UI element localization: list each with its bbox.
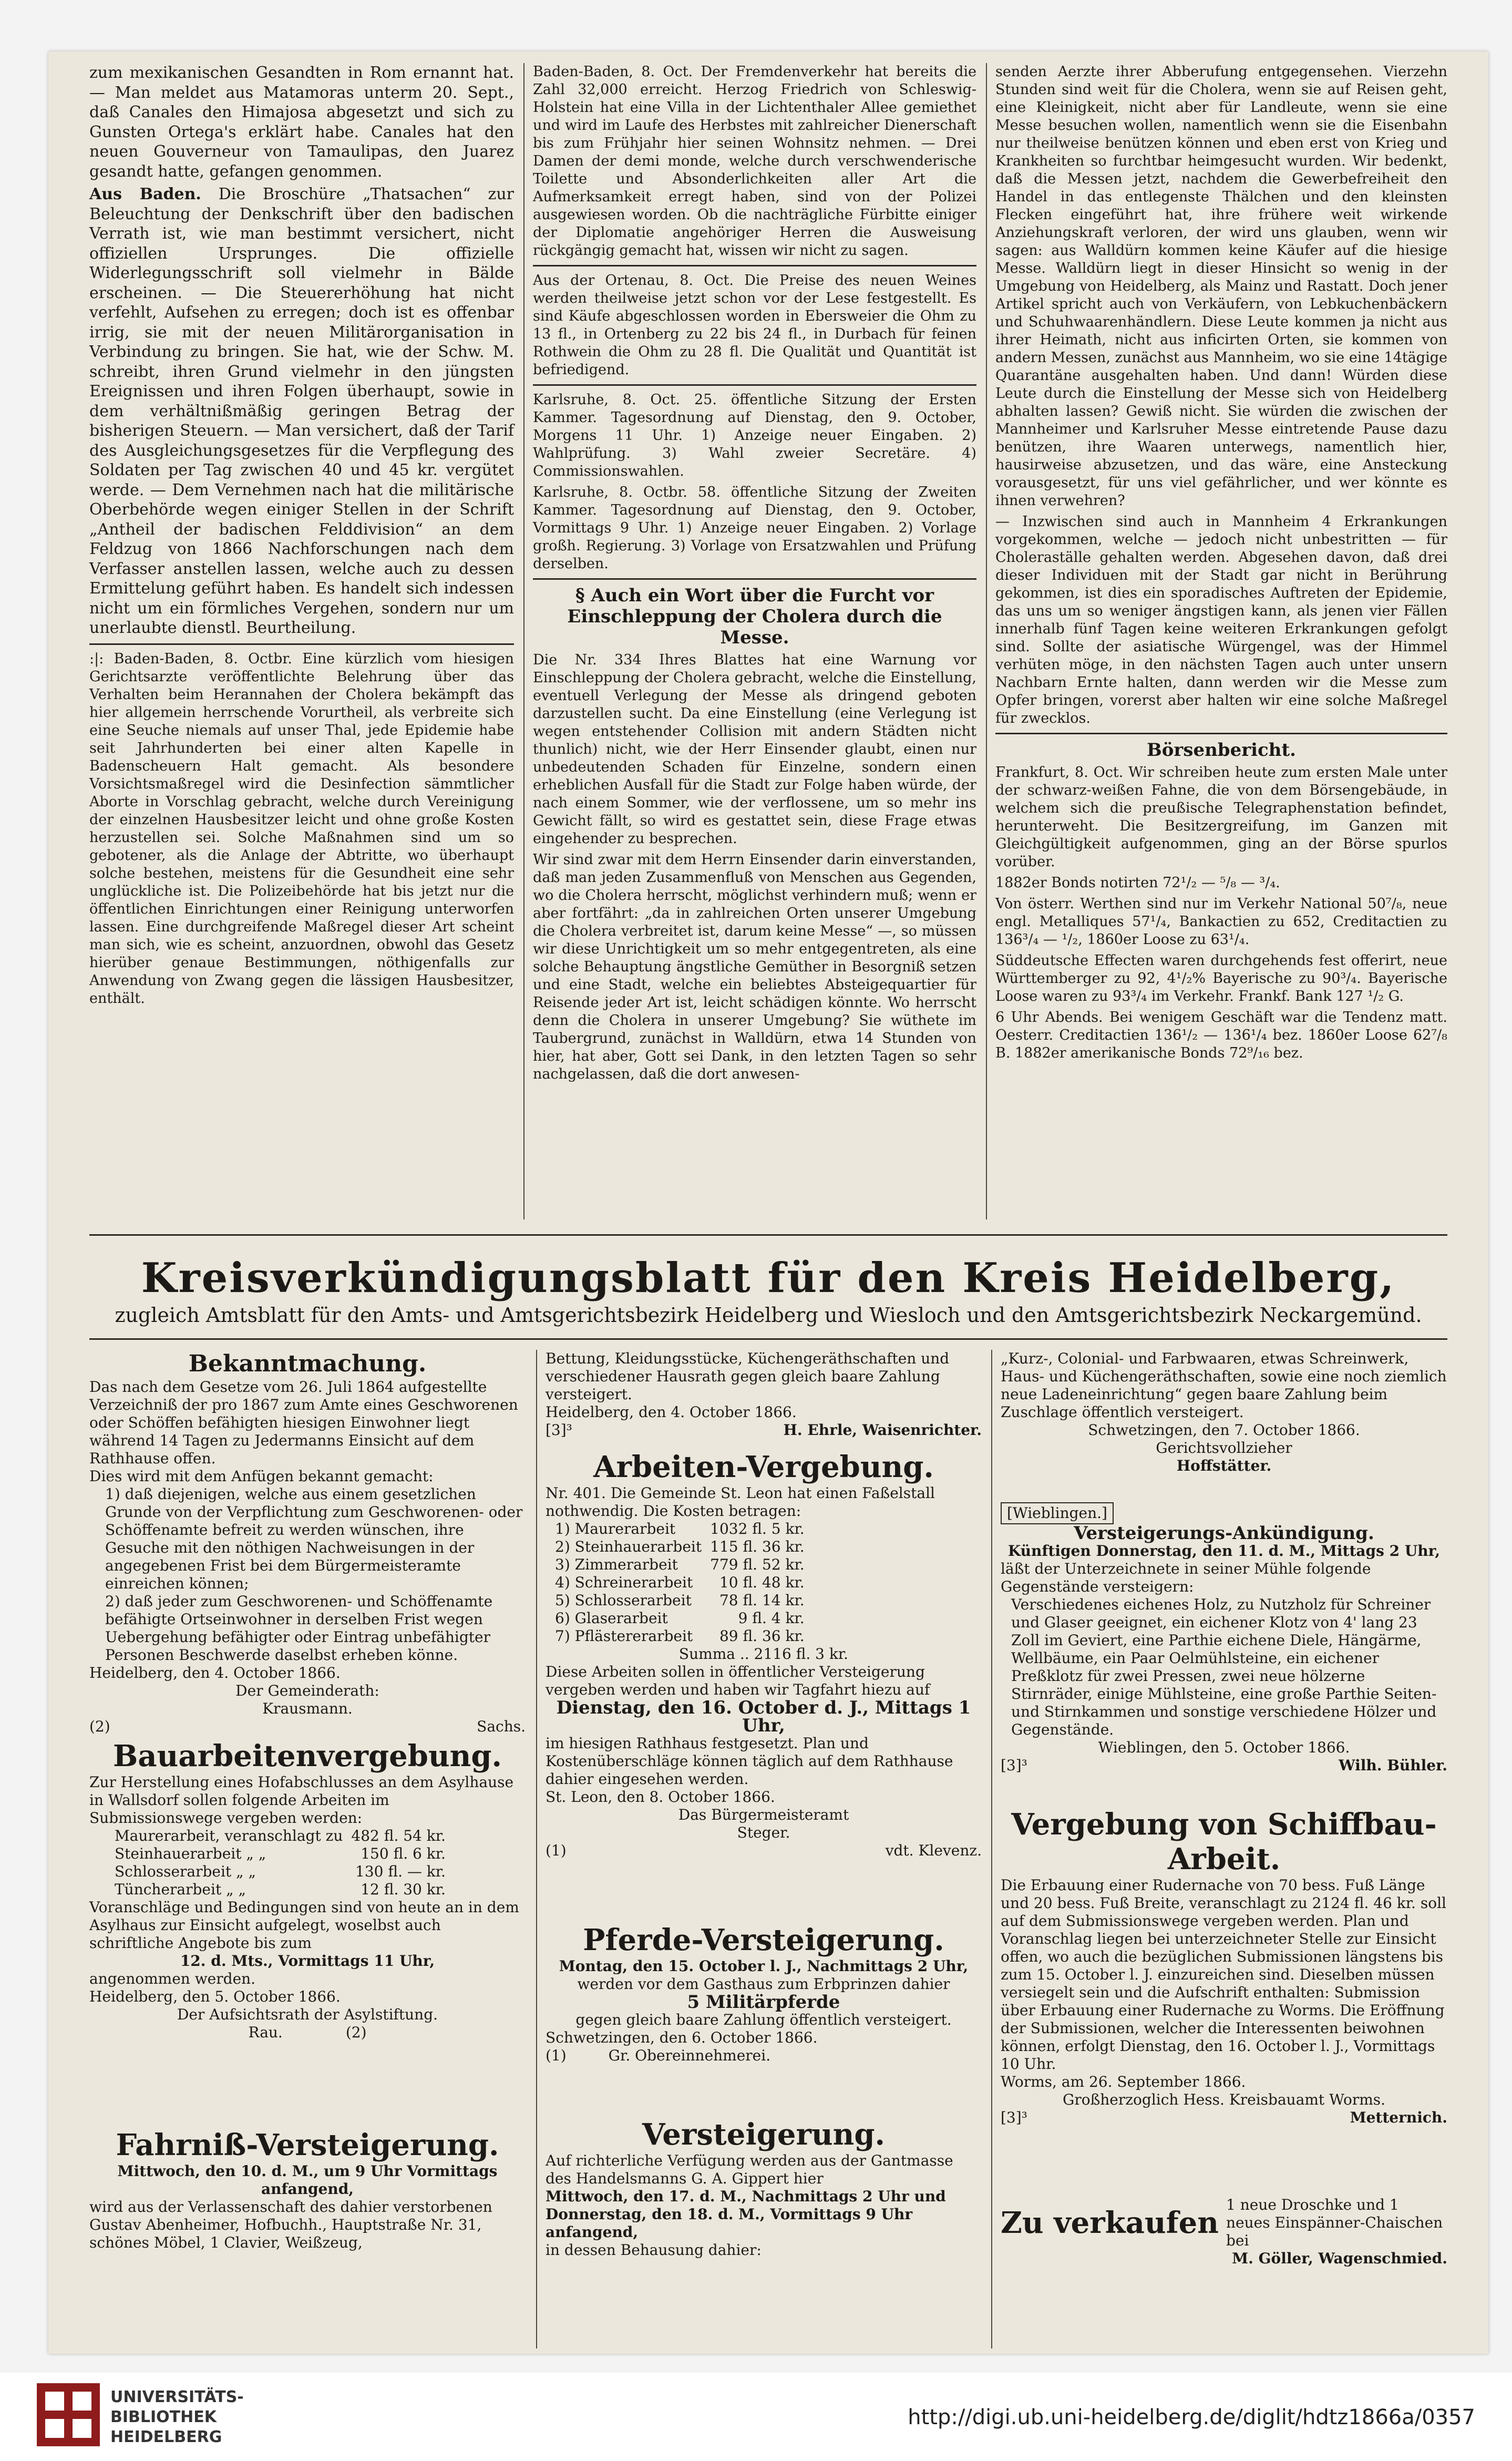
ad-body: im hiesigen Rathhaus festgesetzt. Plan und Kostenüberschläge können täglich auf dem Rathhause dahier eingesehen werden.: [546, 1735, 953, 1788]
ad-body: 1 neue Droschke und 1 neues Einspänner-Chaischen bei: [1226, 2196, 1443, 2249]
newspaper-page: [48, 52, 1488, 2354]
ad-versteigerung: [546, 2117, 982, 2259]
ad-item: 2) daß jeder zum Geschworenen- und Schöffenamte befähigte Ortseinwohner in derselben Frist wegen Uebergehung befähigter oder Eintrag unbefähigter Personen Beschwerde daselbst erheben könne.: [105, 1593, 493, 1664]
ad-number: (1): [546, 2047, 567, 2064]
ad-title: Pferde-Versteigerung.: [583, 1923, 944, 1957]
library-name: UNIVERSITÄTS- BIBLIOTHEK HEIDELBERG: [110, 2388, 244, 2446]
ad-item: 1) daß diejenigen, welche aus einem gesetzlichen Grunde von der Verpflichtung zum Geschworenen- oder Schöffenamte befreit zu werden wünschen, ihre Gesuche mit den nöthigen Nachweisungen in der angegebenen Frist bei dem Bürgermeisteramte einreichen können;: [105, 1485, 523, 1592]
divider: [89, 643, 514, 645]
baden-baden-cholera-article: :|: Baden-Baden, 8. Octbr. Eine kürzlich vom hiesigen Gerichtsarzte veröffentlichte Belehrung über das Verhalten beim Herannahen der Cholera bekämpft das hier allgemein herrschende Vorurtheil, als verbreite sich eine Seuche niemals auf unser Thal, jede Epidemie habe seit Jahrhunderten bei einer alten Kapelle in Badenscheuern Halt gemacht. Als besondere Vorsichtsmaßregel wird die Desinfection sämmtlicher Aborte in Vorschlag gebracht, welche durch Vereinigung der einzelnen Hausbesitzer leicht und ohne große Kosten herzustellen sei. Solche Maßnahmen sind um so gebotener, als die Anlage der Abtritte, wo überhaupt solche bestehen, meistens für die Gesundheit eine sehr unglückliche ist. Die Polizeibehörde hat bis jetzt nur die öffentlichen Einrichtungen einer Reinigung unterworfen lassen. Eine durchgreifende Maßregel dieser Art scheint man sich, wie es scheint, anzuordnen, obwohl das Gesetz hierüber genaue Bestimmungen, nöthigenfalls zur Anwendung von Zwang gegen die lässigen Hausbesitzer, enthält.: [89, 650, 514, 1007]
ad-name: Hoffstätter.: [1176, 1457, 1272, 1474]
ad-body: werden vor dem Gasthaus zum Erbprinzen dahier: [577, 1975, 950, 1993]
ad-bekanntmachung: [89, 1350, 526, 1736]
ad-waisenrichter: [546, 1350, 982, 1439]
ad-name: Steger.: [737, 1824, 790, 1841]
ad-body: gegen gleich baare Zahlung öffentlich versteigert.: [575, 2011, 952, 2028]
ad-title: Bauarbeitenvergebung.: [112, 1739, 502, 1773]
ad-org: Der Aufsichtsrath der Asylstiftung.: [177, 2006, 438, 2023]
ad-org: Der Gemeinderath:: [235, 1682, 379, 1699]
university-library-logo-icon: [37, 2383, 100, 2446]
column-rule: [991, 1350, 992, 2349]
gazette-title: Kreisverkündigungsblatt für den Kreis Heidelberg,: [141, 1254, 1396, 1302]
ad-title: Zu verkaufen: [1001, 2206, 1219, 2240]
ad-number: [3]³: [546, 1421, 572, 1439]
ad-org: Das Bürgermeisteramt: [678, 1806, 849, 1823]
cholera-article-continued: senden Aerzte ihrer Abberufung entgegensehen. Vierzehn Stunden sind weit für die Cholera, wenn sie auf Reisen geht, eine Kleinigkeit, nicht aber für Landleute, wenn sie eine Messe besuchen wollen, namentlich wenn sie die Eisenbahn nur theilweise benützen können und eben erst von Krieg und Krankheiten so furchtbar heimgesucht wurden. Wir bedenkt, daß die Messen jetzt, nachdem die Gewerbefreiheit den Handel in das entlegenste Thälchen und den kleinsten Flecken eingeführt hat, ihre frühere weit wirkende Anziehungskraft verloren, der wird uns glauben, wenn wir sagen: aus Walldürn kommen keine Käufer auf die hiesige Messe. Walldürn liegt in dieser Hinsicht so wenig in der Umgebung von Heidelberg, als Mainz und Rastatt. Doch jener Artikel spricht auch von Verkäufern, von Lebkuchenbäckern und Schuhwaarenhändlern. Diese Leute kommen ja nicht aus ihrer Heimath, nicht aus inficirten Orten, sie kommen von andern Messen, zunächst aus Mannheim, wo sie eine 14tägige Quarantäne ausgehalten haben. Und dann! Würden diese Leute durch die Einstellung der Messe sich von Heidelberg abhalten lassen? Gewiß nicht. Sie würden die zwischen der Mannheimer und Karlsruher Messe eintretende Pause dazu benützen, ihre Waaren unterwegs, namentlich hier, hausirweise abzusetzen, und das wäre, eine Ansteckung vorausgesetzt, für uns viel gefährlicher, und wer könnte es ihnen verwehren?: [995, 64, 1447, 509]
ad-body: läßt der Unterzeichnete in seiner Mühle folgende Gegenstände versteigern:: [1001, 1560, 1371, 1595]
karlsruhe-first-chamber: Karlsruhe, 8. Oct. 25. öffentliche Sitzung der Ersten Kammer. Tagesordnung auf Dienstag, den 9. October, Morgens 11 Uhr. 1) Anzeige neuer Eingaben. 2) Wahlprüfung. 3) Wahl zweier Secretäre. 4) Commissionswahlen.: [533, 392, 976, 479]
ad-deadline: 12. d. Mts., Vormittags 11 Uhr,: [180, 1952, 435, 1970]
divider: [533, 265, 976, 266]
column-2: [533, 63, 976, 1086]
cholera-article-mannheim: — Inzwischen sind auch in Mannheim 4 Erkrankungen vorgekommen, welche — jedoch nicht unbestritten — für Choleraställe gehalten werden. Abgesehen davon, daß drei dieser Individuen mit der Stadt gar nicht in Berührung gekommen, ist dies ein sporadisches Auftreten der Epidemie, das uns um so weniger ängstigen kann, als jenen vier Fällen innerhalb fünf Tagen keine weiteren Erkrankungen gefolgt sind. Sollte der asiatische Würgengel, was der Himmel verhüten möge, in den nächsten Tagen auch unter unsern Nachbarn Ernte halten, dann werden wir die Messe zum Opfer bringen, vorerst aber halten wir eine solche Maßregel für zwecklos.: [995, 514, 1447, 726]
ad-title: Fahrniß-Versteigerung.: [116, 2128, 499, 2162]
cholera-article-p2: Wir sind zwar mit dem Herrn Einsender darin einverstanden, daß man jeden Zusammenfluß von Menschen aus Gegenden, wo die Cholera herrscht, möglichst verhindern muß; wenn er aber fortfährt: „da in zahlreichen Orten unserer Umgebung die Cholera verbreitet ist, darum keine Messe“ —, so müssen wir diese Unrichtigkeit um so mehr entgegentreten, als eine solche Behauptung ängstliche Gemüther in Besorgniß setzen und eine Stadt, welche ein beliebtes Absteigequartier für Reisende jeder Art ist, leicht schädigen könnte. Wo herrscht denn die Cholera in unserer Umgebung? Sie wüthete im Taubergrund, zunächst in Walldürn, etwa 14 Stunden von hier, hat aber, Gott sei Dank, in den letzten Tagen so sehr nachgelassen, daß die dort anwesen-: [533, 852, 976, 1082]
ad-signature: M. Göller, Wagenschmied.: [1232, 2250, 1447, 2267]
ad-body: Auf richterliche Verfügung werden aus der Gantmasse des Handelsmanns G. A. Gippert hier: [546, 2152, 953, 2187]
ad-body: wird aus der Verlassenschaft des dahier verstorbenen Gustav Abenheimer, Hofbuchh., Hauptstraße Nr. 31, schönes Möbel, 1 Clavier, Weißzeug,: [89, 2198, 492, 2251]
bonds-line: 1882er Bonds notirten 72¹/₂ — ⁵/₈ — ³/₄.: [995, 875, 1280, 891]
karlsruhe-second-chamber: Karlsruhe, 8. Octbr. 58. öffentliche Sitzung der Zweiten Kammer. Tagesordnung auf Dienstag, den 9. October, Vormittags 9 Uhr. 1) Anzeige neuer Eingaben. 2) Vorlage großh. Regierung. 3) Vorlage von Ersatzwahlen und Prüfung derselben.: [533, 484, 976, 572]
divider: [533, 384, 976, 386]
article-head: Aus Baden.: [89, 185, 201, 203]
ad-title: Versteigerungs-Ankündigung.: [1074, 1523, 1374, 1544]
ad-date: Heidelberg, den 5. October 1866.: [89, 1988, 341, 2005]
ad-signature: Gr. Obereinnehmerei.: [608, 2047, 771, 2064]
divider: [533, 578, 976, 580]
ad-name: Rau.: [248, 2024, 283, 2041]
column-rule: [523, 63, 524, 1219]
ad-body: Zur Herstellung eines Hofabschlusses an dem Asylhause in Wallsdorf sollen folgende Arbeiten im Submissionswege vergeben werden:: [89, 1773, 514, 1827]
gazette-subtitle: zugleich Amtsblatt für den Amts- und Amtsgerichtsbezirk Heidelberg und Wiesloch und den Amtsgerichtsbezirk Neckargemünd.: [115, 1304, 1422, 1327]
table-row: 6) Glaserarbeit 9 fl. 4 kr.: [555, 1609, 805, 1627]
evening-report: 6 Uhr Abends. Bei wenigem Geschäft war die Tendenz matt. Oesterr. Creditactien 136¹/₂ — 136¹/₄ bez. 1860er Loose 62⁷/₈ B. 1882er amerikanische Bonds 72⁹/₁₆ bez.: [995, 1009, 1447, 1061]
source-url-link[interactable]: http://digi.ub.uni-heidelberg.de/diglit/hdtz1866a/0357: [908, 2405, 1475, 2429]
ad-fahrniss: [89, 2128, 526, 2252]
ad-date: Heidelberg, den 4. October 1866.: [89, 1664, 341, 1681]
ad-number: (2): [89, 1718, 110, 1735]
ad-deadline: Dienstag, den 16. October d. J., Mittags 1 Uhr,: [556, 1697, 971, 1736]
ad-name: Krausmann.: [262, 1700, 353, 1717]
ad-number: (1): [546, 1842, 567, 1859]
column-1: [89, 63, 514, 1011]
ad-wieblingen: [1001, 1502, 1447, 1775]
ad-schiffbau: [1001, 1807, 1447, 2127]
ad-number: [3]³: [1001, 2109, 1027, 2126]
ortenau-report: Aus der Ortenau, 8. Oct. Die Preise des neuen Weines werden theilweise jetzt schon vor der Lese festgestellt. Es sind Käufe abgeschlossen worden in Ebersweier die Ohm zu 13 fl., in Ortenberg zu 22 bis 24 fl., in Durbach für feinen Rothwein die Ohm zu 28 fl. Die Qualität und Quantität ist befriedigend.: [533, 272, 976, 378]
ad-signature: Metternich.: [1350, 2109, 1447, 2126]
ad-date: Montag, den 15. October l. J., Nachmittags 2 Uhr,: [559, 1957, 969, 1975]
banner-rule-top: [89, 1234, 1447, 1236]
ad-date: Worms, am 26. September 1866.: [1001, 2073, 1246, 2090]
ad-line: Dies wird mit dem Anfügen bekannt gemacht:: [89, 1468, 434, 1485]
table-row: Tüncherarbeit „ „ 12 fl. 30 kr.: [115, 1881, 446, 1898]
ad-arbeiten-vergebung: [546, 1450, 982, 1860]
table-row: 5) Schlosserarbeit 78 fl. 14 kr.: [555, 1592, 805, 1609]
table-row: 4) Schreinerarbeit 10 fl. 48 kr.: [555, 1574, 805, 1591]
ad-signature: Wilh. Bühler.: [1339, 1757, 1447, 1774]
ad-number: (2): [345, 2024, 367, 2041]
ad-body: „Kurz-, Colonial- und Farbwaaren, etwas Schreinwerk, Haus- und Küchengeräthschaften, sowie eine noch ziemlich neue Ladeneinrichtung“ gegen baare Zahlung beim Zuschlage öffentlich versteigert.: [1001, 1350, 1447, 1421]
table-row: Schlosserarbeit „ „ 130 fl. — kr.: [115, 1863, 446, 1880]
ad-body: Das nach dem Gesetze vom 26. Juli 1864 aufgestellte Verzeichniß der pro 1867 zum Amte eines Geschworenen oder Schöffen befähigten hiesigen Einwohner liegt während 14 Tagen zu Jedermanns Einsicht auf dem Rathhause offen.: [89, 1378, 518, 1467]
gazette-banner: [101, 1254, 1436, 1328]
ad-body: Diese Arbeiten sollen in öffentlicher Versteigerung vergeben werden und haben wir Tagfahrt hiezu auf: [546, 1663, 930, 1698]
ad-bauarbeiten: [89, 1739, 526, 2042]
south-german-values: Süddeutsche Effecten waren durchgehends fest offerirt, neue Württemberger zu 92, 4¹/₂% Bayerische zu 90³/₄. Bayerische Loose waren zu 93³/₄ im Verkehr. Frankf. Bank 127 ¹/₂ G.: [995, 952, 1447, 1004]
ad-zu-verkaufen: [1001, 2196, 1447, 2268]
austrian-values: Von österr. Werthen sind nur im Verkehr National 50⁷/₈, neue engl. Metalliques 57¹/₄, Bankactien zu 652, Creditactien zu 136³/₄ — ¹/₂, 1860er Loose zu 63¹/₄.: [995, 896, 1447, 948]
ad-signature: Sachs.: [477, 1718, 526, 1735]
ad-org: Gerichtsvollzieher: [1156, 1439, 1292, 1457]
table-row: 3) Zimmerarbeit 779 fl. 52 kr.: [555, 1556, 805, 1573]
banner-rule-bottom: [89, 1338, 1447, 1340]
column-rule: [536, 1350, 537, 2349]
ad-body: Nr. 401. Die Gemeinde St. Leon hat einen Faßelstall nothwendig. Die Kosten betragen:: [546, 1484, 935, 1520]
table-row: Steinhauerarbeit „ „ 150 fl. 6 kr.: [115, 1845, 446, 1862]
ad-number: [3]³: [1001, 1757, 1027, 1774]
ad-date: Schwetzingen, den 7. October 1866.: [1088, 1421, 1360, 1439]
ad-schwetzingen: [1001, 1350, 1447, 1475]
baden-article: Aus Baden. Die Broschüre „Thatsachen“ zur Beleuchtung der Denkschrift über den badischen Verrath ist, wie man bestimmt versichert, nicht offiziellen Ursprunges. Die offizielle Widerlegungsschrift soll vielmehr in Bälde erscheinen. — Die Steuererhöhung hat nicht verfehlt, Aufsehen zu erregen; doch ist es offenbar irrig, sie mit der neuen Militärorganisation in Verbindung zu bringen. Sie hat, wie der Schw. M. schreibt, ihren Grund vielmehr in den jüngsten Ereignissen und ihren Folgen überhaupt, sowie in dem verhältnißmäßig geringen Betrag der bisherigen Steuern. — Man versichert, daß der Tarif des Ausgleichungsgesetzes für die Verpflegung des Soldaten per Tag zwischen 40 und 45 kr. vergütet werde. — Dem Vernehmen nach hat die militärische Oberbehörde wegen einiger Stellen in der Schrift „Antheil der badischen Felddivision“ an dem Feldzug von 1866 Nachforschungen nach dem Verfasser anstellen lassen, welche auch zu dessen Ermittelung geführt haben. Es handelt sich indessen nicht um ein förmliches Vergehen, sondern nur um unerlaubte dienstl. Beurtheilung.: [89, 185, 514, 637]
ad-signature: H. Ehrle, Waisenrichter.: [783, 1421, 982, 1439]
divider: [995, 733, 1447, 734]
ad-date: Mittwoch, den 10. d. M., um 9 Uhr Vormittags anfangend,: [117, 2162, 498, 2198]
table-row: 7) Pflästererarbeit 89 fl. 36 kr.: [555, 1627, 805, 1645]
ad-date: Mittwoch, den 17. d. M., Nachmittags 2 Uhr und Donnerstag, den 18. d. M., Vormittags 9 Uhr anfangend,: [546, 2188, 946, 2241]
ad-title: Arbeiten-Vergebung.: [593, 1450, 934, 1484]
column-3: [995, 63, 1447, 1065]
ad-date: Künftigen Donnerstag, den 11. d. M., Mittags 2 Uhr,: [1007, 1542, 1441, 1560]
ad-title: Bekanntmachung.: [188, 1350, 427, 1377]
baden-baden-report: Baden-Baden, 8. Oct. Der Fremdenverkehr hat bereits die Zahl 32,000 erreicht. Herzog Friedrich von Schleswig-Holstein hat eine Villa in der Lichtenthaler Allee gemiethet und wird im Laufe des Herbstes mit zahlreicher Dienerschaft bis zum Frühjahr hier seinen Wohnsitz nehmen. — Drei Damen der demi monde, welche durch verschwenderische Toilette und Absonderlichkeiten aller Art die Aufmerksamkeit erregt haben, sind von der Polizei ausgewiesen worden. Ob die nachträgliche Fürbitte einiger der Diplomatie angehöriger Herren die Ausweisung rückgängig gemacht hat, wissen wir nicht zu sagen.: [533, 64, 976, 259]
ad-sum: Summa .. 2116 fl. 3 kr.: [678, 1645, 849, 1663]
ad-item: 5 Militärpferde: [687, 1992, 840, 2013]
table-row: Maurerarbeit, veranschlagt zu 482 fl. 54 kr.: [115, 1827, 446, 1844]
ad-body: Die Erbauung einer Rudernache von 70 bess. Fuß Länge und 20 bess. Fuß Breite, veranschlagt zu 2124 fl. 46 kr. soll auf dem Submissionswege vergeben werden. Plan und Voranschlag liegen bei unterzeichneter Stelle zur Einsicht offen, wo auch die bezüglichen Submissionen längstens bis zum 15. October l. J. einzureichen sind. Dieselben müssen versiegelt sein und die Aufschrift enthalten: Submission über Erbauung einer Rudernache zu Worms. Die Eröffnung der Submissionen, welcher die Interessenten beiwohnen können, erfolgt Dienstag, den 16. October l. J., Vormittags 10 Uhr.: [1001, 1876, 1446, 2073]
ad-pferde: [546, 1923, 982, 2065]
table-row: 2) Steinhauerarbeit 115 fl. 36 kr.: [555, 1538, 805, 1555]
ad-body: Bettung, Kleidungsstücke, Küchengeräthschaften und verschiedener Hausrath gegen gleich baare Zahlung versteigert.: [546, 1350, 950, 1403]
stock-report-title: Börsenbericht.: [1146, 740, 1297, 761]
ad-title: Vergebung von Schiffbau-Arbeit.: [1011, 1807, 1437, 1876]
ad-body: Voranschläge und Bedingungen sind von heute an in dem Asylhaus zur Einsicht aufgelegt, woselbst auch schriftliche Angebote bis zum: [89, 1899, 519, 1952]
ad-body: Verschiedenes eichenes Holz, zu Nutzholz für Schreiner und Glaser geeignet, ein eichener Klotz von 4' lang 23 Zoll im Geviert, eine Parthie eichene Diele, Hängärme, Wellbäume, ein Paar Oelmühlsteine, ein eichener Preßklotz für zwei Pressen, zwei neue hölzerne Stirnräder, einige Mühlsteine, eine große Parthie Seiten- und Stirnkammen und sonstige verschiedene Hölzer und Gegenstände.: [1011, 1596, 1437, 1738]
cholera-article-title: § Auch ein Wort über die Furcht vor Einschleppung der Cholera durch die Messe.: [567, 585, 942, 648]
table-row: 1) Maurerarbeit 1032 fl. 5 kr.: [555, 1520, 805, 1537]
cost-table: [110, 1827, 450, 1899]
cholera-article-p1: Die Nr. 334 Ihres Blattes hat eine Warnung vor Einschleppung der Cholera gebracht, welche die Einstellung, eventuell Verlegung der Messe als dringend geboten darzustellen sucht. Da eine Einstellung (eine Verlegung ist wegen entstehender Collision mit andern Städten nicht thunlich) nicht, wie der Herr Einsender glaubt, einen nur unbedeutenden Schaden für Einzelne, sondern einen erheblichen Ausfall für die Stadt zur Folge haben würde, der nach einem Sommer, wie der verflossene, um so mehr ins Gewicht fällt, so wird es gestattet sein, diese Frage etwas eingehender zu besprechen.: [533, 652, 976, 847]
ad-org: Großherzoglich Hess. Kreisbauamt Worms.: [1062, 2091, 1386, 2108]
column-rule: [986, 63, 987, 1219]
frankfurt-report: Frankfurt, 8. Oct. Wir schreiben heute zum ersten Male unter der schwarz-weißen Fahne, die von dem Börsengebäude, in welchem sich die preußische Telegraphenstation befindet, herunterweht. Die Besitzergreifung, im Ganzen mit Gleichgültigkeit aufgenommen, ging an der Börse spurlos vorüber.: [995, 764, 1447, 870]
ad-signature: vdt. Klevenz.: [885, 1842, 982, 1859]
ad-place: [Wieblingen.]: [1001, 1502, 1114, 1524]
library-footer: [0, 2373, 1512, 2461]
ad-date: Schwetzingen, den 6. October 1866.: [546, 2029, 818, 2046]
ad-date: Heidelberg, den 4. October 1866.: [546, 1403, 797, 1421]
cost-table: [551, 1520, 809, 1645]
ad-date: St. Leon, den 8. October 1866.: [546, 1788, 775, 1806]
ad-date: Wieblingen, den 5. October 1866.: [1098, 1739, 1350, 1756]
ad-body: in dessen Behausung dahier:: [546, 2241, 762, 2259]
mexico-report: zum mexikanischen Gesandten in Rom ernannt hat. — Man meldet aus Matamoras unterm 20. Sept., daß Canales den Himajosa abgesetzt und sich zu Gunsten Ortega's erklärt habe. Canales hat den neuen Gouverneur von Tamaulipas, den Juarez gesandt hatte, gefangen genommen.: [89, 64, 514, 181]
ad-body: angenommen werden.: [89, 1970, 256, 1987]
ad-title: Versteigerung.: [642, 2117, 886, 2152]
